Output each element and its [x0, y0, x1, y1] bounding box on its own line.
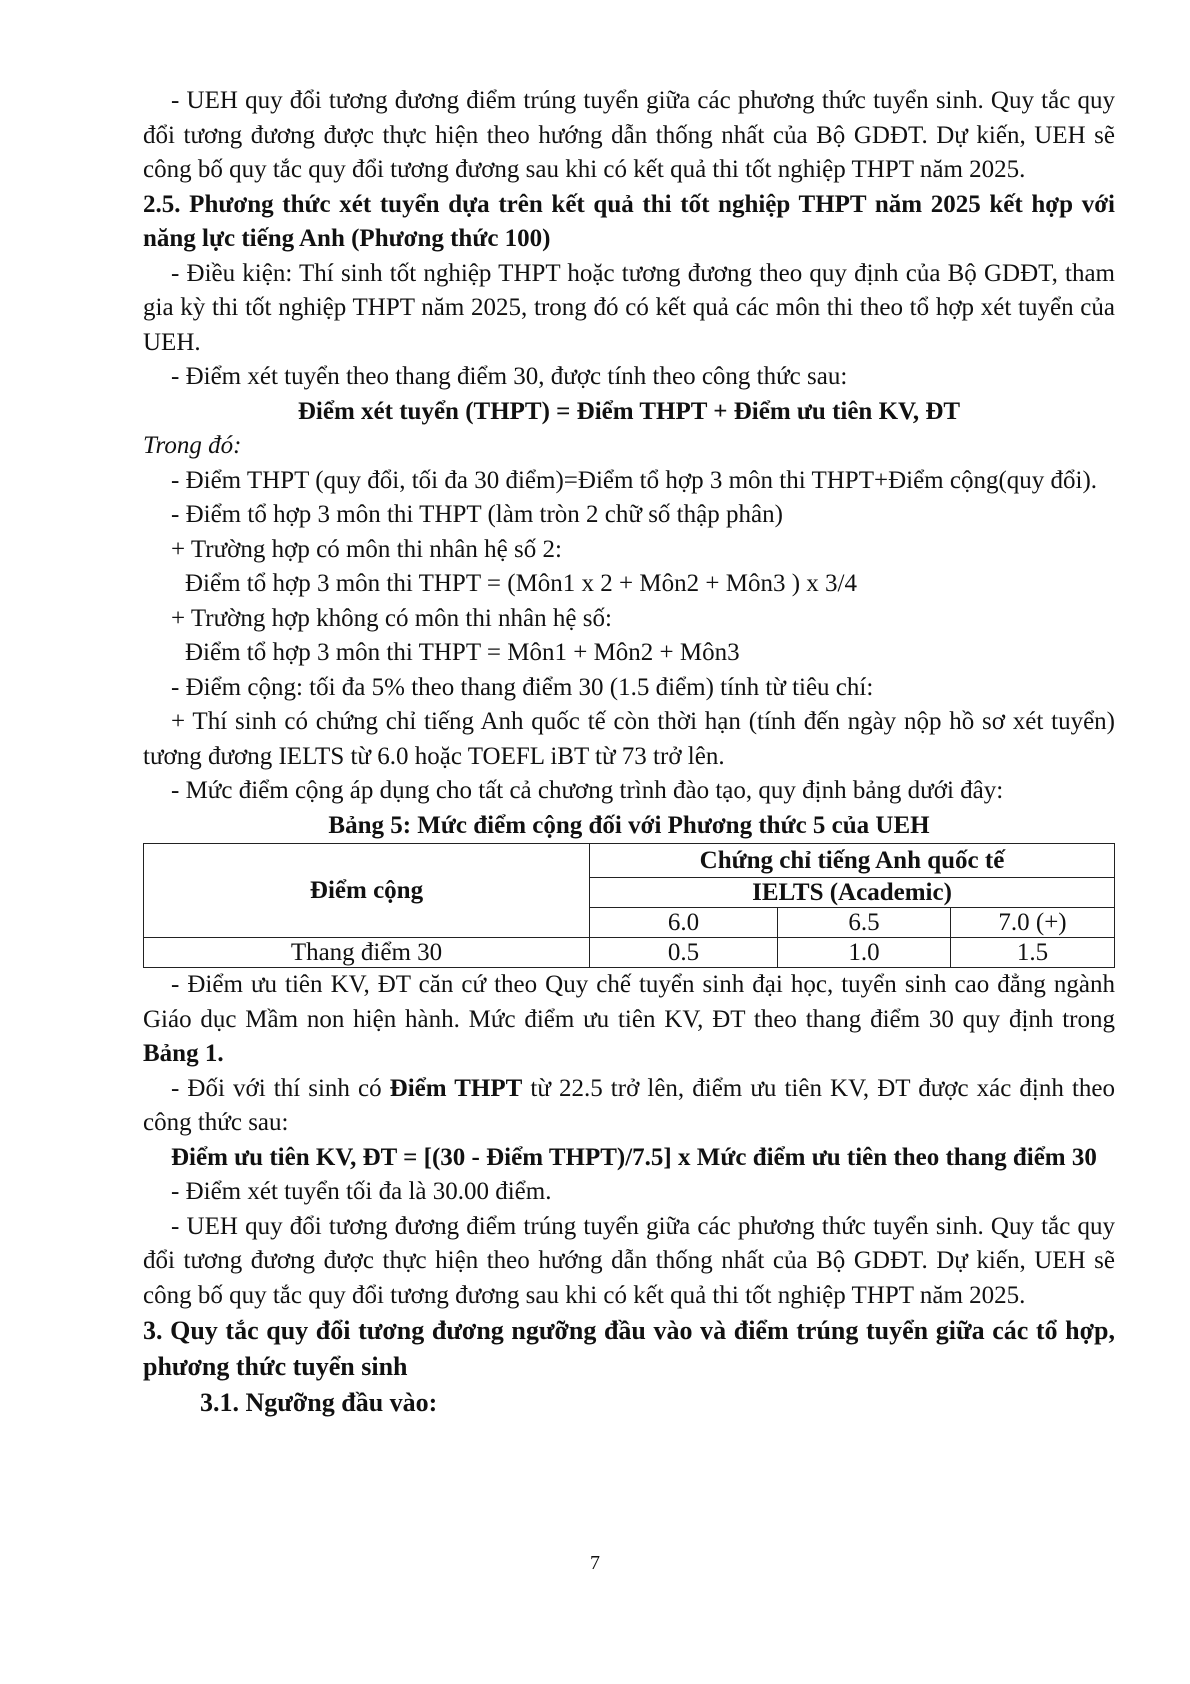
- document-page: [143, 84, 1115, 1421]
- paragraph-score-intro: - Điểm xét tuyển theo thang điểm 30, được tính theo công thức sau:: [171, 363, 848, 390]
- formula-priority-points: Điểm ưu tiên KV, ĐT = [(30 - Điểm THPT)/7.5] x Mức điểm ưu tiên theo thang điểm 30: [171, 1143, 1097, 1171]
- paragraph-bonus-criteria: + Thí sinh có chứng chỉ tiếng Anh quốc tế còn thời hạn (tính đến ngày nộp hồ sơ xét tuyển) tương đương IELTS từ 6.0 hoặc TOEFL iBT từ 73 trở lên.: [143, 708, 1115, 770]
- paragraph-conversion-rule: - UEH quy đổi tương đương điểm trúng tuyển giữa các phương thức tuyển sinh. Quy tắc quy đổi tương đương được thực hiện theo hướng dẫn thống nhất của Bộ GDĐT. Dự kiến, UEH sẽ công bố quy tắc quy đổi tương đương sau khi có kết quả thi tốt nghiệp THPT năm 2025.: [143, 87, 1115, 183]
- paragraph-conditions: - Điều kiện: Thí sinh tốt nghiệp THPT hoặc tương đương theo quy định của Bộ GDĐT, tham gia kỳ thi tốt nghiệp THPT năm 2025, trong đó có kết quả các môn thi theo tổ hợp xét tuyển của UEH.: [143, 259, 1115, 356]
- table-row-label: Thang điểm 30: [144, 938, 590, 968]
- paragraph-max-score: - Điểm xét tuyển tối đa là 30.00 điểm.: [171, 1178, 552, 1205]
- case-weighted-subject: + Trường hợp có môn thi nhân hệ số 2:: [171, 535, 562, 563]
- priority-table-ref: Bảng 1.: [143, 1040, 224, 1067]
- table-value-cell: 0.5: [590, 938, 778, 968]
- table-level-cell: 6.0: [590, 908, 778, 938]
- label-trong-do: Trong đó:: [143, 432, 242, 459]
- page-number: 7: [590, 1552, 600, 1574]
- formula-unweighted: Điểm tổ hợp 3 môn thi THPT = Môn1 + Môn2 + Môn3: [185, 639, 740, 666]
- table-row: [144, 938, 1115, 968]
- section-heading-2-5: 2.5. Phương thức xét tuyển dựa trên kết quả thi tốt nghiệp THPT năm 2025 kết hợp với năng lực tiếng Anh (Phương thức 100): [143, 190, 1115, 252]
- table-sub-header: IELTS (Academic): [590, 878, 1115, 908]
- high-score-lead: - Đối với thí sinh có: [171, 1074, 382, 1102]
- formula-admission-score: Điểm xét tuyển (THPT) = Điểm THPT + Điểm ưu tiên KV, ĐT: [297, 397, 961, 425]
- paragraph-bonus-apply: - Mức điểm cộng áp dụng cho tất cả chương trình đào tạo, quy định bảng dưới đây:: [171, 777, 1004, 804]
- table-value-cell: 1.5: [951, 938, 1115, 968]
- paragraph-bonus-definition: - Điểm cộng: tối đa 5% theo thang điểm 30 (1.5 điểm) tính từ tiêu chí:: [171, 673, 874, 701]
- bonus-table: [143, 843, 1115, 968]
- paragraph-priority-points: [143, 968, 1115, 1072]
- table-caption: Bảng 5: Mức điểm cộng đối với Phương thức 5 của UEH: [328, 811, 930, 839]
- section-heading-3-1: 3.1. Ngưỡng đầu vào:: [200, 1388, 438, 1417]
- paragraph-thpt-definition: - Điểm THPT (quy đổi, tối đa 30 điểm)=Điểm tổ hợp 3 môn thi THPT+Điểm cộng(quy đổi).: [171, 466, 1098, 494]
- table-value-cell: 1.0: [778, 938, 951, 968]
- section-heading-3: 3. Quy tắc quy đổi tương đương ngưỡng đầu vào và điểm trúng tuyển giữa các tổ hợp, phương thức tuyển sinh: [143, 1316, 1115, 1381]
- priority-text: - Điểm ưu tiên KV, ĐT căn cứ theo Quy chế tuyển sinh đại học, tuyển sinh cao đẳng ngành Giáo dục Mầm non hiện hành. Mức điểm ưu tiên KV, ĐT theo thang điểm 30 quy định trong: [143, 971, 1115, 1033]
- table-level-cell: 6.5: [778, 908, 951, 938]
- paragraph-conversion-rule-repeat: - UEH quy đổi tương đương điểm trúng tuyển giữa các phương thức tuyển sinh. Quy tắc quy đổi tương đương được thực hiện theo hướng dẫn thống nhất của Bộ GDĐT. Dự kiến, UEH sẽ công bố quy tắc quy đổi tương đương sau khi có kết quả thi tốt nghiệp THPT năm 2025.: [143, 1212, 1115, 1309]
- table-level-cell: 7.0 (+): [951, 908, 1115, 938]
- formula-weighted: Điểm tổ hợp 3 môn thi THPT = (Môn1 x 2 + Môn2 + Môn3 ) x 3/4: [185, 570, 857, 597]
- paragraph-combo-definition: - Điểm tổ hợp 3 môn thi THPT (làm tròn 2 chữ số thập phân): [171, 501, 783, 528]
- table-row-header: Điểm cộng: [144, 844, 590, 938]
- high-score-rest: từ 22.5 trở lên, điểm ưu tiên KV, ĐT được xác định theo công thức sau:: [143, 1074, 1116, 1136]
- table-header-row: [144, 844, 1115, 878]
- case-no-weight: + Trường hợp không có môn thi nhân hệ số:: [171, 604, 612, 632]
- paragraph-high-score: [143, 1072, 1115, 1141]
- table-group-header: Chứng chỉ tiếng Anh quốc tế: [590, 844, 1115, 878]
- high-score-term: Điểm THPT: [389, 1074, 523, 1102]
